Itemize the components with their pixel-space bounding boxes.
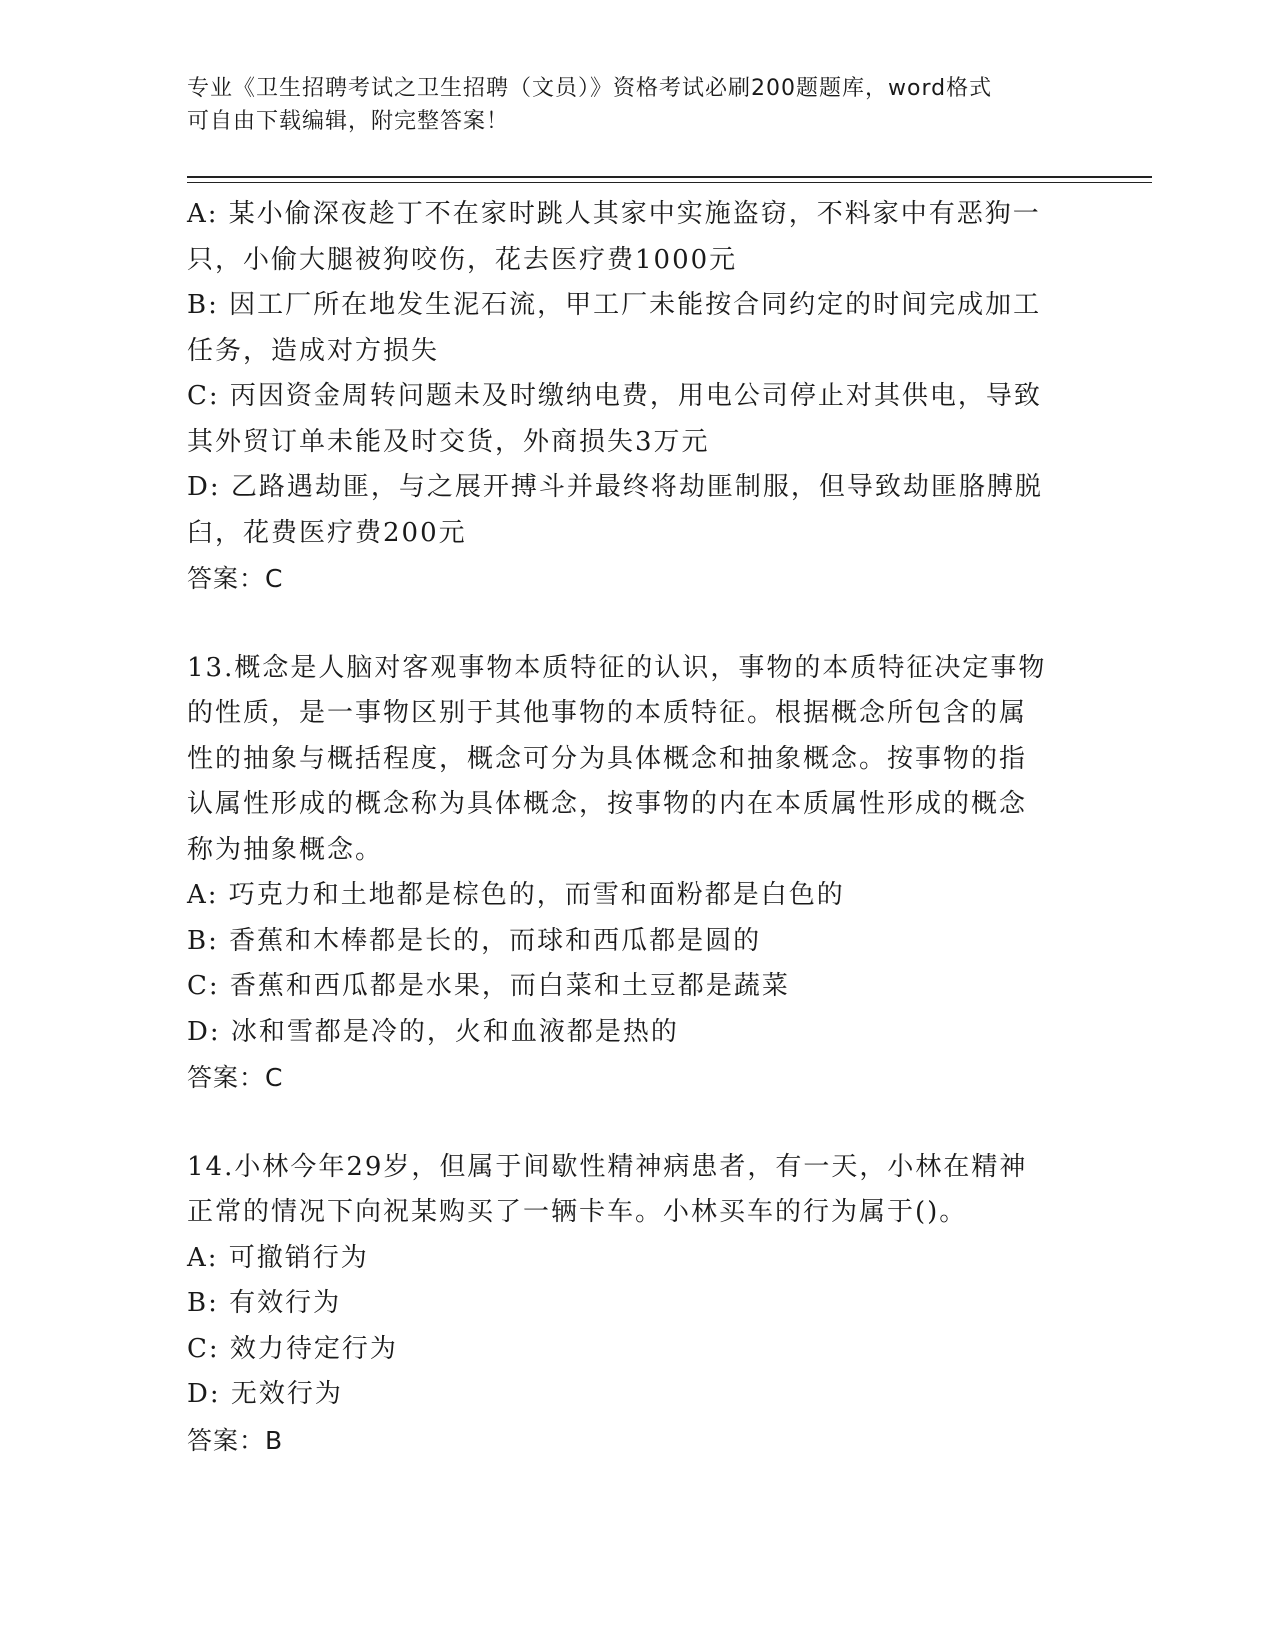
header-rule-thick xyxy=(187,176,1152,178)
option-c-line-2: 其外贸订单未能及时交货，外商损失3万元 xyxy=(187,426,710,457)
option-b: B: 有效行为 xyxy=(187,1288,342,1318)
question-stem-line-2: 的性质，是一事物区别于其他事物的本质特征。根据概念所包含的属 xyxy=(187,698,1028,728)
option-d: D: 无效行为 xyxy=(187,1379,343,1409)
answer-line: 答案：C xyxy=(187,564,284,593)
spacer xyxy=(187,602,1087,646)
option-d-line-2: 臼，花费医疗费200元 xyxy=(187,517,467,548)
document-body xyxy=(187,192,1087,1463)
option-a-line-2: 只，小偷大腿被狗咬伤，花去医疗费1000元 xyxy=(187,244,738,275)
header-line-1: 专业《卫生招聘考试之卫生招聘（文员）》资格考试必刷200题题库，word格式 xyxy=(187,76,993,101)
answer-line: 答案：C xyxy=(187,1063,284,1092)
document-header xyxy=(187,72,1067,138)
question-14 xyxy=(187,1145,1087,1464)
option-d: D: 冰和雪都是冷的，火和血液都是热的 xyxy=(187,1016,679,1047)
question-stem-line-4: 认属性形成的概念称为具体概念，按事物的内在本质属性形成的概念 xyxy=(187,789,1028,819)
option-d-line-1: D: 乙路遇劫匪，与之展开搏斗并最终将劫匪制服，但导致劫匪胳膊脱 xyxy=(187,472,1043,502)
option-c-line-1: C: 丙因资金周转问题未及时缴纳电费，用电公司停止对其供电，导致 xyxy=(187,381,1042,411)
spacer xyxy=(187,1101,1087,1145)
header-rule-thin xyxy=(187,182,1152,183)
question-stem-line-5: 称为抽象概念。 xyxy=(187,834,384,865)
option-c: C: 效力待定行为 xyxy=(187,1333,398,1364)
option-a: A: 可撤销行为 xyxy=(187,1242,369,1273)
option-a-line-1: A: 某小偷深夜趁丁不在家时跳人其家中实施盗窃，不料家中有恶狗一 xyxy=(187,199,1041,229)
option-c: C: 香蕉和西瓜都是水果，而白菜和土豆都是蔬菜 xyxy=(187,971,790,1001)
option-a: A: 巧克力和土地都是棕色的，而雪和面粉都是白色的 xyxy=(187,880,845,910)
question-stem-line-1: 14.小林今年29岁，但属于间歇性精神病患者，有一天，小林在精神 xyxy=(187,1151,1028,1182)
question-12 xyxy=(187,192,1087,602)
option-b: B: 香蕉和木棒都是长的，而球和西瓜都是圆的 xyxy=(187,925,762,956)
question-stem-line-1: 13.概念是人脑对客观事物本质特征的认识，事物的本质特征决定事物 xyxy=(187,652,1047,683)
header-line-2: 可自由下载编辑，附完整答案！ xyxy=(187,109,510,134)
option-b-line-1: B: 因工厂所在地发生泥石流，甲工厂未能按合同约定的时间完成加工 xyxy=(187,290,1042,320)
question-stem-line-3: 性的抽象与概括程度，概念可分为具体概念和抽象概念。按事物的指 xyxy=(187,743,1028,774)
question-stem-line-2: 正常的情况下向祝某购买了一辆卡车。小林买车的行为属于()。 xyxy=(187,1197,968,1227)
question-13 xyxy=(187,646,1087,1101)
option-b-line-2: 任务，造成对方损失 xyxy=(187,335,440,366)
answer-line: 答案：B xyxy=(187,1425,284,1455)
